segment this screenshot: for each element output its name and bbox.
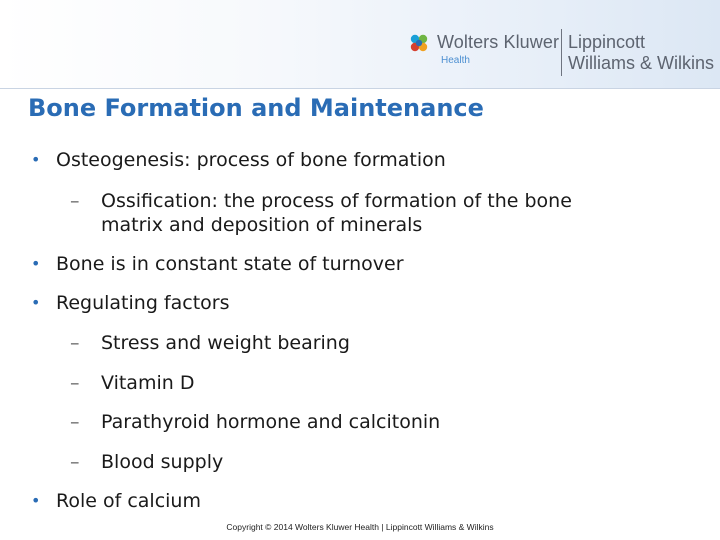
bullet-marker: • [31, 491, 41, 510]
sub-bullet-marker: – [70, 451, 80, 473]
bullet-text: Osteogenesis: process of bone formation [56, 149, 446, 171]
brand-name: Wolters Kluwer [437, 32, 560, 52]
sub-bullet-marker: – [70, 190, 80, 212]
wolters-kluwer-mark-icon [408, 32, 430, 54]
bullet-marker: • [31, 293, 41, 312]
sub-bullet-marker: – [70, 372, 80, 394]
bullet-text: Role of calcium [56, 490, 201, 512]
imprint-line-2: Williams & Wilkins [568, 53, 714, 73]
header-divider [0, 88, 720, 89]
sub-bullet-marker: – [70, 411, 80, 433]
copyright-footer: Copyright © 2014 Wolters Kluwer Health | Lippincott Williams & Wilkins [226, 522, 494, 532]
sub-bullet-text: Parathyroid hormone and calcitonin [101, 411, 441, 433]
slide-title: Bone Formation and Maintenance [28, 94, 484, 122]
imprint-line-1: Lippincott [568, 32, 646, 52]
bullet-text: Regulating factors [56, 292, 230, 314]
bullet-marker: • [31, 254, 41, 273]
bullet-marker: • [31, 150, 41, 169]
sub-bullet-text: Blood supply [101, 451, 224, 473]
sub-bullet-marker: – [70, 332, 80, 354]
bullet-text: Bone is in constant state of turnover [56, 253, 404, 275]
logo-divider [561, 29, 562, 76]
sub-bullet-text: Stress and weight bearing [101, 332, 350, 354]
sub-bullet-text: Ossification: the process of formation of the bone [101, 190, 572, 212]
publisher-logo [408, 28, 720, 80]
brand-division: Health [441, 55, 470, 66]
sub-bullet-text: Vitamin D [101, 372, 195, 394]
sub-bullet-text-continued: matrix and deposition of minerals [101, 214, 423, 236]
